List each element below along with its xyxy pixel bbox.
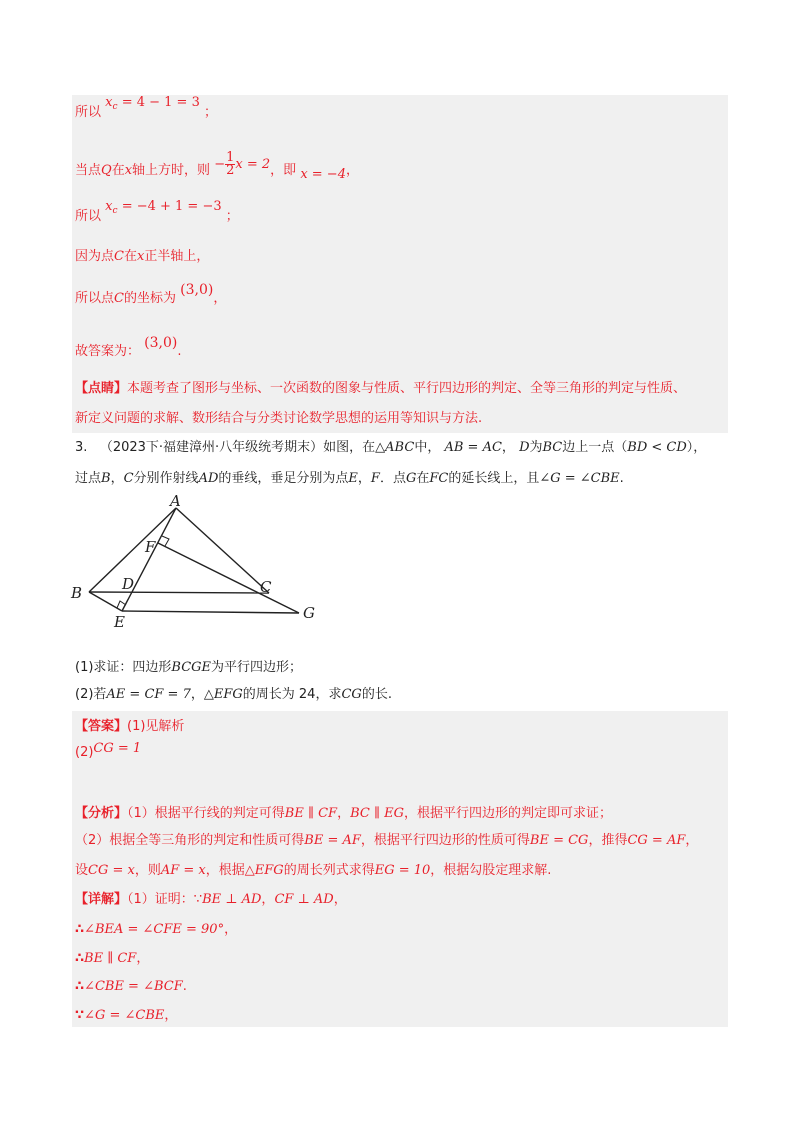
segment-be xyxy=(89,592,122,611)
math-xc: $x_c = 4 - 1 = 3$ xyxy=(105,95,200,112)
segment-ac xyxy=(176,508,269,593)
line-final-answer: 故答案为： (3,0). xyxy=(75,335,182,359)
line-c-coordinates: 所以点C的坐标为 (3,0)， xyxy=(75,282,227,306)
line-so-xc-neg3: 所以 $x_c = -4 + 1 = -3$ ； xyxy=(75,199,239,224)
label-b: B xyxy=(71,584,83,602)
problem-statement-line-1: 3. （2023下·福建漳州·八年级统考期末）如图，在△ABC中， AB = AC， D为BC边上一点（BD < CD）， xyxy=(75,440,707,455)
label-f: F xyxy=(145,538,156,556)
triangle-abc: △ABC xyxy=(375,440,415,455)
math-xc: $x_c = -4 + 1 = -3$ xyxy=(105,199,222,216)
problem-statement-line-2: 过点B，C分别作射线AD的垂线，垂足分别为点E，F．点G在FC的延长线上，且∠G = ∠CBE. xyxy=(75,471,624,486)
triangle-efg: △EFG xyxy=(244,863,284,878)
fenxi-line-3: 设CG = x，则AF = x，根据△EFG的周长列式求得EG = 10，根据勾股定理求解. xyxy=(75,863,552,878)
line-c-positive-axis: 因为点C在x正半轴上， xyxy=(75,249,210,264)
xiangjie-line-3: ∴BE ∥ CF， xyxy=(75,951,150,966)
math-neg-half-x: − $\frac{1}{2}$ x = 2 xyxy=(214,150,271,178)
triangle-efg: △EFG xyxy=(203,687,243,702)
segment-bc xyxy=(89,592,269,593)
label-e: E xyxy=(114,613,125,631)
geometry-figure xyxy=(66,494,326,634)
dianjing-line-1: 【点睛】本题考查了图形与坐标、一次函数的图象与性质、平行四边形的判定、全等三角形的判定与性质、 xyxy=(75,381,687,396)
xiangjie-line-1: 【详解】（1）证明：∵BE ⊥ AD，CF ⊥ AD， xyxy=(75,892,347,907)
answer-line-1: 【答案】(1)见解析 xyxy=(75,719,185,734)
dianjing-line-2: 新定义问题的求解、数形结合与分类讨论数学思想的运用等知识与方法. xyxy=(75,411,483,426)
segment-fg xyxy=(158,543,299,613)
xiangjie-line-5: ∵∠G = ∠CBE， xyxy=(75,1008,178,1023)
line-so-xc-3: 所以 $x_c = 4 - 1 = 3$ ； xyxy=(75,95,217,120)
fenxi-line-1: 【分析】（1）根据平行线的判定可得BE ∥ CF，BC ∥ EG，根据平行四边形的判定即可求证； xyxy=(75,806,612,821)
answer-line-2: (2)CG = 1 xyxy=(75,741,142,760)
question-2: (2)若AE = CF = 7，△EFG的周长为 24，求CG的长. xyxy=(75,687,392,702)
line-q-above-x: 当点Q在x轴上方时，则 − $\frac{1}{2}$ x = 2，即 x = −4， xyxy=(75,150,359,182)
right-angle-mark-f xyxy=(162,536,169,546)
label-c: C xyxy=(260,578,272,596)
label-g: G xyxy=(303,604,315,622)
fraction: $\frac{1}{2}$ xyxy=(226,150,235,178)
fenxi-line-2: （2）根据全等三角形的判定和性质可得BE = AF，根据平行四边形的性质可得BE = CG，推得CG = AF， xyxy=(75,833,699,848)
xiangjie-line-4: ∴∠CBE = ∠BCF. xyxy=(75,979,187,994)
xiangjie-line-2: ∴∠BEA = ∠CFE = 90°， xyxy=(75,922,238,937)
segment-ae xyxy=(122,508,176,611)
segment-eg xyxy=(122,611,299,613)
label-d: D xyxy=(122,575,135,593)
question-1: (1)求证：四边形BCGE为平行四边形； xyxy=(75,660,303,675)
label-a: A xyxy=(170,494,181,510)
